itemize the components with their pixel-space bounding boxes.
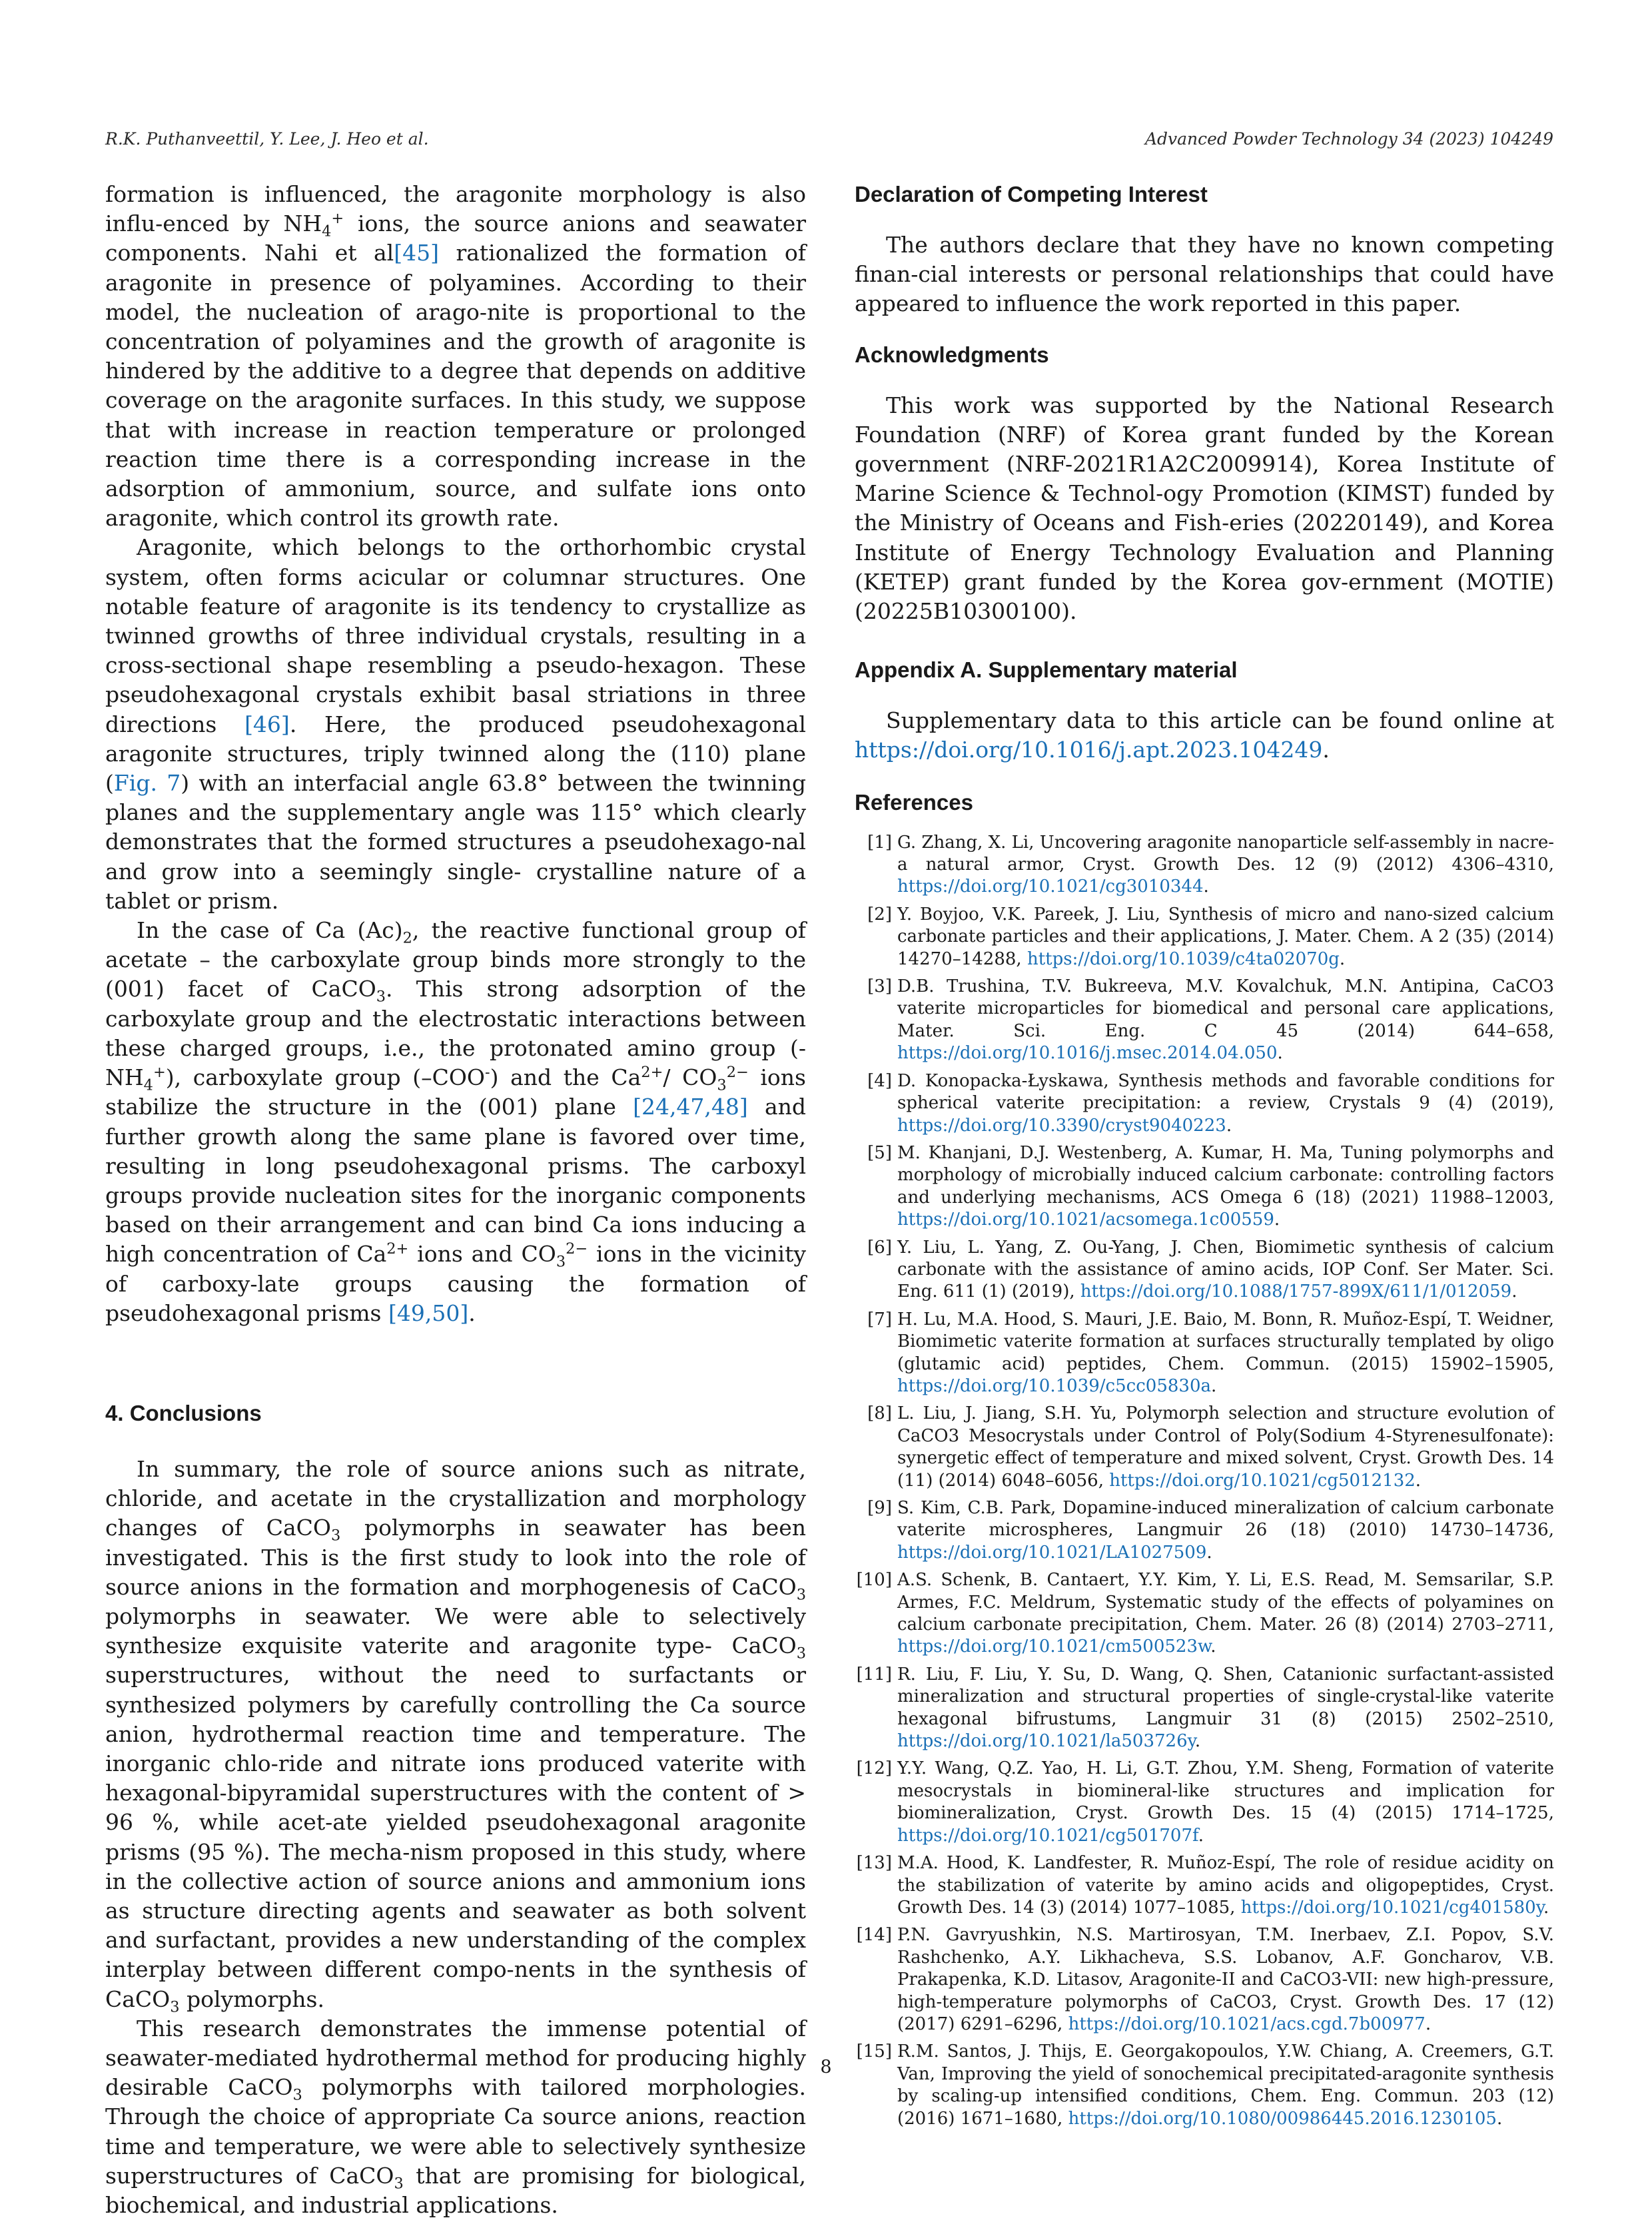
section-heading-references: References	[855, 789, 973, 815]
reference-item: [7] H. Lu, M.A. Hood, S. Mauri, J.E. Baio, M. Bonn, R. Muñoz-Espí, T. Weidner, Biomimetic vaterite formation at surfaces structurally templated by oligo (glutamic acid) peptides, Chem. Commun. (2015) 15902–15905, https://doi.org/10.1039/c5cc05830a.	[867, 1309, 1554, 1396]
reference-item: [14] P.N. Gavryushkin, N.S. Martirosyan, T.M. Inerbaev, Z.I. Popov, S.V. Rashchenko, A.Y. Likhacheva, S.S. Lobanov, A.F. Goncharov, V.B. Prakapenka, K.D. Litasov, Aragonite-II and CaCO3-VII: new high-pressure, high-temperature polymorphs of CaCO3, Cryst. Growth Des. 17 (12) (2017) 6291–6296, https://doi.org/10.1021/acs.cgd.7b00977.	[856, 1925, 1554, 2034]
reference-doi-link[interactable]: https://doi.org/10.1021/cg3010344	[897, 877, 1204, 897]
running-head-authors: R.K. Puthanveettil, Y. Lee, J. Heo et al.	[105, 129, 429, 149]
reference-doi-link[interactable]: https://doi.org/10.1021/cm500523w	[897, 1637, 1211, 1657]
paragraph-conclusions-summary: In summary, the role of source anions such as nitrate, chloride, and acetate in the crystallization and morphology changes of CaCO$_3$ polymorphs in seawater has been investigated. This is the first study to look into the role of source anions in the formation and morphogenesis of CaCO$_3$ polymorphs in seawater. We were able to selectively synthesize exquisite vaterite and aragonite type- CaCO$_3$ superstructures, without the need to surfactants or synthesized polymers by carefully controlling the Ca source anion, hydrothermal reaction time and temperature. The inorganic chlo-ride and nitrate ions produced vaterite with hexagonal-bipyramidal superstructures with the content of > 96 %, while acet-ate yielded pseudohexagonal aragonite prisms (95 %). The mecha-nism proposed in this study, where in the collective action of source anions and ammonium ions as structure directing agents and seawater as both solvent and surfactant, provides a new understanding of the complex interplay between different compo-nents in the synthesis of CaCO$_3$ polymorphs.	[105, 1455, 806, 2016]
reference-list	[855, 832, 1554, 2130]
reference-doi-link[interactable]: https://doi.org/10.1080/00986445.2016.1230105	[1068, 2108, 1497, 2129]
section-heading-acknowledgments: Acknowledgments	[855, 342, 1049, 367]
right-column	[855, 180, 1554, 2135]
paragraph-aragonite-structure: Aragonite, which belongs to the orthorhombic crystal system, often forms acicular or columnar structures. One notable feature of aragonite is its tendency to crystallize as twinned growths of three individual crystals, resulting in a cross-sectional shape resembling a pseudo-hexagon. These pseudohexagonal crystals exhibit basal striations in three directions [46]. Here, the produced pseudohexagonal aragonite structures, triply twinned along the (110) plane (Fig. 7) with an interfacial angle 63.8° between the twinning planes and the supplementary angle was 115° which clearly demonstrates that the formed structures a pseudohexago-nal and grow into a seemingly single- crystalline nature of a tablet or prism.	[105, 534, 806, 914]
citation-link[interactable]: [49,50]	[388, 1299, 469, 1326]
reference-doi-link[interactable]: https://doi.org/10.1088/1757-899X/611/1/012059	[1080, 1282, 1512, 1302]
reference-doi-link[interactable]: https://doi.org/10.1021/LA1027509	[897, 1542, 1207, 1563]
section-heading-appendix: Appendix A. Supplementary material	[855, 657, 1238, 683]
left-column	[105, 180, 806, 2220]
reference-item: [2] Y. Boyjoo, V.K. Pareek, J. Liu, Synthesis of micro and nano-sized calcium carbonate particles and their applications, J. Mater. Chem. A 2 (35) (2014) 14270–14288, https://doi.org/10.1039/c4ta02070g.	[867, 904, 1554, 969]
reference-doi-link[interactable]: https://doi.org/10.1039/c5cc05830a	[897, 1375, 1211, 1396]
reference-doi-link[interactable]: https://doi.org/10.1021/la503726y	[897, 1731, 1195, 1752]
reference-doi-link[interactable]: https://doi.org/10.1016/j.msec.2014.04.050	[897, 1043, 1278, 1064]
citation-link[interactable]: [24,47,48]	[633, 1094, 748, 1120]
paragraph-acetate-mechanism: In the case of Ca $(Ac)_2$, the reactive functional group of acetate – the carboxylate group binds more strongly to the (001) facet of CaCO$_3$. This strong adsorption of the carboxylate group and the electrostatic interactions between these charged groups, i.e., the protonated amino group $(-NH_4^+)$, carboxylate group (–COO-) and the $Ca^{2+}/$ $CO_3^{2-}$ ions stabilize the structure in the (001) plane [24,47,48] and further growth along the same plane is favored over time, resulting in long pseudohexagonal prisms. The carboxyl groups provide nucleation sites for the inorganic components based on their arrangement and can bind Ca ions inducing a high concentration of $Ca^{2+}$ ions and $CO_3^{2-}$ ions in the vicinity of carboxy-late groups causing the formation of pseudohexagonal prisms [49,50].	[105, 917, 807, 1326]
paragraph-acknowledgments: This work was supported by the National Research Foundation (NRF) of Korea grant funded by the Korean government (NRF-2021R1A2C2009914), Korea Institute of Marine Science & Technol-ogy Promotion (KIMST) funded by the Ministry of Oceans and Fish-eries (20220149), and Korea Institute of Energy Technology Evaluation and Planning (KETEP) grant funded by the Korea gov-ernment (MOTIE) (20225B10300100).	[855, 392, 1554, 625]
reference-item: [15] R.M. Santos, J. Thijs, E. Georgakopoulos, Y.W. Chiang, A. Creemers, G.T. Van, Improving the yield of sonochemical precipitated-aragonite synthesis by scaling-up intensified conditions, Chem. Eng. Commun. 203 (12) (2016) 1671–1680, https://doi.org/10.1080/00986445.2016.1230105.	[856, 2041, 1554, 2129]
section-heading-declaration: Declaration of Competing Interest	[855, 182, 1208, 206]
reference-doi-link[interactable]: https://doi.org/10.1039/c4ta02070g	[1027, 948, 1340, 969]
citation-link[interactable]: [45]	[394, 240, 439, 266]
running-head-journal: Advanced Powder Technology 34 (2023) 104249	[1144, 129, 1553, 149]
reference-item: [4] D. Konopacka-Łyskawa, Synthesis methods and favorable conditions for spherical vaterite precipitation: a review, Crystals 9 (4) (2019), https://doi.org/10.3390/cryst9040223.	[867, 1070, 1554, 1136]
paragraph-appendix: Supplementary data to this article can be found online at https://doi.org/10.1016/j.apt.2023.104249.	[855, 707, 1554, 763]
reference-item: [9] S. Kim, C.B. Park, Dopamine-induced mineralization of calcium carbonate vaterite microspheres, Langmuir 26 (18) (2010) 14730–14736, https://doi.org/10.1021/LA1027509.	[867, 1498, 1554, 1563]
reference-item: [13] M.A. Hood, K. Landfester, R. Muñoz-Espí, The role of residue acidity on the stabilization of vaterite by amino acids and oligopeptides, Cryst. Growth Des. 14 (3) (2014) 1077–1085, https://doi.org/10.1021/cg401580y.	[856, 1853, 1554, 1918]
reference-item: [3] D.B. Trushina, T.V. Bukreeva, M.V. Kovalchuk, M.N. Antipina, CaCO3 vaterite microparticles for biomedical and personal care applications, Mater. Sci. Eng. C 45 (2014) 644–658, https://doi.org/10.1016/j.msec.2014.04.050.	[867, 976, 1554, 1064]
reference-item: [10] A.S. Schenk, B. Cantaert, Y.Y. Kim, Y. Li, E.S. Read, M. Semsarilar, S.P. Armes, F.C. Meldrum, Systematic study of the effects of polyamines on calcium carbonate precipitation, Chem. Mater. 26 (8) (2014) 2703–2711, https://doi.org/10.1021/cm500523w.	[856, 1570, 1554, 1657]
figure-link[interactable]: Fig. 7	[113, 770, 181, 797]
reference-item: [11] R. Liu, F. Liu, Y. Su, D. Wang, Q. Shen, Catanionic surfactant-assisted mineralization and structural properties of single-crystal-like vaterite hexagonal bifrustums, Langmuir 31 (8) (2015) 2502–2510, https://doi.org/10.1021/la503726y.	[856, 1664, 1554, 1752]
reference-doi-link[interactable]: https://doi.org/10.1021/cg501707f	[897, 1825, 1198, 1846]
reference-item: [6] Y. Liu, L. Yang, Z. Ou-Yang, J. Chen, Biomimetic synthesis of calcium carbonate with the assistance of amino acids, IOP Conf. Ser Mater. Sci. Eng. 611 (1) (2019), https://doi.org/10.1088/1757-899X/611/1/012059.	[867, 1237, 1554, 1302]
section-heading-conclusions: 4. Conclusions	[105, 1400, 262, 1425]
paragraph-declaration: The authors declare that they have no known competing finan-cial interests or personal relationships that could have appeared to influence the work reported in this paper.	[855, 232, 1554, 317]
paragraph-aragonite-formation: formation is influenced, the aragonite morphology is also influ-enced by $NH_4^+$ ions, the source anions and seawater components. Nahi et al[45] rationalized the formation of aragonite in presence of polyamines. According to their model, the nucleation of arago-nite is proportional to the concentration of polyamines and the growth of aragonite is hindered by the additive to a degree that depends on additive coverage on the aragonite surfaces. In this study, we suppose that with increase in reaction temperature or prolonged reaction time there is a corresponding increase in the adsorption of ammonium, source, and sulfate ions onto aragonite, which control its growth rate.	[105, 181, 807, 532]
page-number: 8	[820, 2057, 832, 2077]
reference-item: [8] L. Liu, J. Jiang, S.H. Yu, Polymorph selection and structure evolution of CaCO3 Mesocrystals under Control of Poly(Sodium 4-Styrenesulfonate): synergetic effect of temperature and mixed solvent, Cryst. Growth Des. 14 (11) (2014) 6048–6056, https://doi.org/10.1021/cg5012132.	[867, 1403, 1554, 1491]
reference-doi-link[interactable]: https://doi.org/10.1021/cg5012132	[1109, 1470, 1416, 1491]
reference-doi-link[interactable]: https://doi.org/10.3390/cryst9040223	[897, 1115, 1226, 1136]
reference-item: [5] M. Khanjani, D.J. Westenberg, A. Kumar, H. Ma, Tuning polymorphs and morphology of microbially induced calcium carbonate: controlling factors and underlying mechanisms, ACS Omega 6 (18) (2021) 11988–12003, https://doi.org/10.1021/acsomega.1c00559.	[867, 1142, 1554, 1230]
reference-item: [12] Y.Y. Wang, Q.Z. Yao, H. Li, G.T. Zhou, Y.M. Sheng, Formation of vaterite mesocrystals in biomineral-like structures and implication for biomineralization, Cryst. Growth Des. 15 (4) (2015) 1714–1725, https://doi.org/10.1021/cg501707f.	[856, 1758, 1554, 1846]
paragraph-conclusions-potential: This research demonstrates the immense potential of seawater-mediated hydrothermal method for producing highly desirable CaCO$_3$ polymorphs with tailored morphologies. Through the choice of appropriate Ca source anions, reaction time and temperature, we were able to selectively synthesize superstructures of CaCO$_3$ that are promising for biological, biochemical, and industrial applications.	[105, 2015, 806, 2218]
citation-link[interactable]: [46]	[244, 711, 290, 737]
reference-doi-link[interactable]: https://doi.org/10.1021/acs.cgd.7b00977	[1068, 2014, 1426, 2034]
reference-doi-link[interactable]: https://doi.org/10.1021/cg401580y	[1240, 1897, 1543, 1918]
supplementary-doi-link[interactable]: https://doi.org/10.1016/j.apt.2023.104249	[855, 737, 1323, 763]
reference-doi-link[interactable]: https://doi.org/10.1021/acsomega.1c00559	[897, 1210, 1274, 1230]
reference-item: [1] G. Zhang, X. Li, Uncovering aragonite nanoparticle self-assembly in nacre-a natural armor, Cryst. Growth Des. 12 (9) (2012) 4306–4310, https://doi.org/10.1021/cg3010344.	[867, 832, 1554, 897]
